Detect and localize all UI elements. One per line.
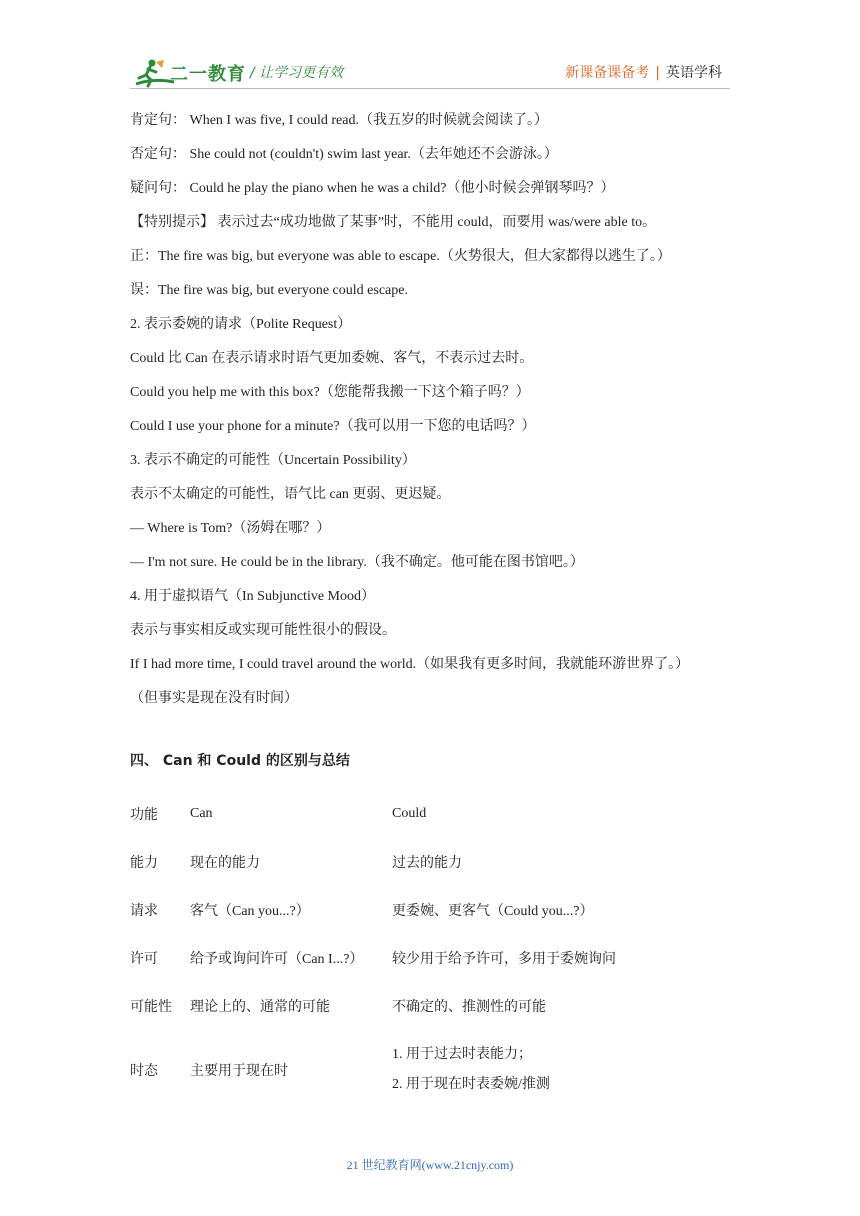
table-cell: 现在的能力 xyxy=(190,856,260,871)
page-footer: 21 世纪教育网(www.21cnjy.com) xyxy=(346,1158,514,1172)
table-cell: 不确定的、推测性的可能 xyxy=(392,1000,546,1015)
table-row xyxy=(130,934,732,982)
text-line: — Where is Tom?（汤姆在哪？） xyxy=(130,521,331,536)
table-cell-multiline xyxy=(392,1030,732,1110)
header-course-label: 新课备课备考 xyxy=(565,65,650,81)
subheading: 4. 用于虚拟语气（In Subjunctive Mood） xyxy=(130,589,375,604)
table-cell: 理论上的、通常的可能 xyxy=(190,1000,330,1015)
spacer xyxy=(130,722,750,750)
table-cell: 客气（Can you...?） xyxy=(190,904,310,919)
text-line: 疑问句： Could he play the piano when he was a child?（他小时候会弹钢琴吗？） xyxy=(130,181,615,196)
table-cell: 时态 xyxy=(130,1063,158,1079)
header-divider xyxy=(130,88,730,89)
table-cell: 给予或询问许可（Can I...?） xyxy=(190,952,364,967)
table-cell: 过去的能力 xyxy=(392,856,462,871)
text-line: Could I use your phone for a minute?（我可以用一下您的电话吗？） xyxy=(130,419,536,434)
text-line: （但事实是现在没有时间） xyxy=(130,691,298,706)
page-header xyxy=(0,0,860,100)
table-row xyxy=(130,886,732,934)
text-line: — I'm not sure. He could be in the library.（我不确定。他可能在图书馆吧。） xyxy=(130,555,584,570)
table-cell: 请求 xyxy=(130,903,158,919)
text-line: 表示与事实相反或实现可能性很小的假设。 xyxy=(130,623,396,638)
table-cell: 功能 xyxy=(130,807,158,823)
text-line: Could 比 Can 在表示请求时语气更加委婉、客气，不表示过去时。 xyxy=(130,351,534,366)
text-line: 误：The fire was big, but everyone could escape. xyxy=(130,283,408,298)
text-line: If I had more time, I could travel around the world.（如果我有更多时间，我就能环游世界了。） xyxy=(130,657,690,672)
subheading: 3. 表示不确定的可能性（Uncertain Possibility） xyxy=(130,453,416,468)
header-separator: | xyxy=(655,65,660,81)
comparison-table xyxy=(130,790,732,1110)
table-cell: 较少用于给予许可，多用于委婉询问 xyxy=(392,952,616,967)
text-line: 否定句： She could not (couldn't) swim last year.（去年她还不会游泳。） xyxy=(130,147,558,162)
logo-text: 二一教育 xyxy=(170,64,246,85)
text-line: Could you help me with this box?（您能帮我搬一下这个箱子吗？） xyxy=(130,385,530,400)
text-line: 【特别提示】 表示过去“成功地做了某事”时，不能用 could，而要用 was/were able to。 xyxy=(130,215,657,230)
table-row xyxy=(130,838,732,886)
header-subject-label: 英语学科 xyxy=(666,65,722,81)
table-row xyxy=(130,790,732,838)
text-line: 表示不太确定的可能性，语气比 can 更弱、更迟疑。 xyxy=(130,487,451,502)
table-cell: Could xyxy=(392,806,427,821)
cell-line: 1. 用于过去时表能力； xyxy=(392,1047,532,1062)
table-cell: 更委婉、更客气（Could you...?） xyxy=(392,904,594,919)
table-cell: Can xyxy=(190,806,213,821)
table-cell: 许可 xyxy=(130,951,158,967)
header-right xyxy=(565,62,722,82)
table-cell: 可能性 xyxy=(130,999,172,1015)
text-line: 正：The fire was big, but everyone was able to escape.（火势很大，但大家都得以逃生了。） xyxy=(130,249,671,264)
table-cell: 主要用于现在时 xyxy=(190,1064,288,1079)
header-slogan: / 让学习更有效 xyxy=(250,65,344,81)
text-line: 肯定句： When I was five, I could read.（我五岁的时候就会阅读了。） xyxy=(130,113,548,128)
cell-line: 2. 用于现在时表委婉/推测 xyxy=(392,1077,550,1092)
table-row xyxy=(130,982,732,1030)
subheading: 2. 表示委婉的请求（Polite Request） xyxy=(130,317,352,332)
table-row xyxy=(130,1030,732,1110)
document-body xyxy=(130,110,750,1110)
section-title: 四、 Can 和 Could 的区别与总结 xyxy=(130,753,350,769)
table-cell: 能力 xyxy=(130,855,158,871)
